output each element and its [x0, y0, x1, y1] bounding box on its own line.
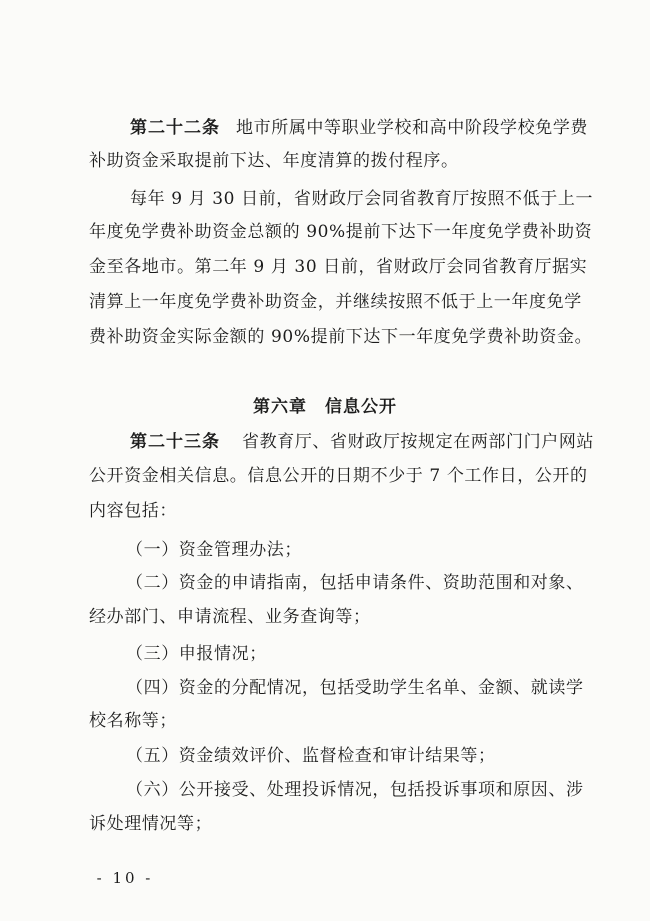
chapter-heading: 第六章 信息公开 — [253, 397, 397, 417]
article-22-text: 地市所属中等职业学校和高中阶段学校免学费 — [236, 118, 589, 138]
list-item-6-line-1: （六）公开接受、处理投诉情况，包括投诉事项和原因、涉 — [126, 780, 584, 800]
article-23-line-2: 公开资金相关信息。信息公开的日期不少于 7 个工作日，公开的 — [89, 466, 588, 486]
article-22-para-2-line-2: 年度免学费补助资金总额的 90%提前下达下一年度免学费补助资 — [89, 222, 593, 242]
list-item-4-line-1: （四）资金的分配情况，包括受助学生名单、金额、就读学 — [126, 678, 584, 698]
article-23-line-3: 内容包括： — [89, 501, 177, 521]
article-22-para-2-line-3: 金至各地市。第二年 9 月 30 日前，省财政厅会同省教育厅据实 — [89, 257, 588, 277]
list-item-5: （五）资金绩效评价、监督检查和审计结果等； — [126, 746, 496, 766]
article-23-title: 第二十三条 — [130, 432, 220, 452]
list-item-6-line-2: 诉处理情况等； — [89, 814, 213, 834]
article-22-line-2: 补助资金采取提前下达、年度清算的拨付程序。 — [89, 151, 459, 171]
article-22-para-2-line-1: 每年 9 月 30 日前，省财政厅会同省教育厅按照不低于上一 — [130, 189, 594, 209]
page-number: - 10 - — [96, 869, 154, 887]
list-item-4-line-2: 校名称等； — [89, 711, 177, 731]
article-22-para-2-line-4: 清算上一年度免学费补助资金，并继续按照不低于上一年度免学 — [89, 292, 582, 312]
article-22-title: 第二十二条 — [130, 118, 220, 138]
article-22-line-1 — [130, 117, 588, 139]
list-item-1: （一）资金管理办法； — [126, 540, 302, 560]
list-item-2-line-2: 经办部门、申请流程、业务查询等； — [89, 607, 371, 627]
article-23-line-1 — [130, 431, 594, 453]
list-item-3: （三）申报情况； — [126, 644, 267, 664]
list-item-2-line-1: （二）资金的申请指南，包括申请条件、资助范围和对象、 — [126, 573, 584, 593]
article-23-text: 省教育厅、省财政厅按规定在两部门门户网站 — [242, 432, 595, 452]
article-22-para-2-line-5: 费补助资金实际金额的 90%提前下达下一年度免学费补助资金。 — [89, 327, 593, 347]
